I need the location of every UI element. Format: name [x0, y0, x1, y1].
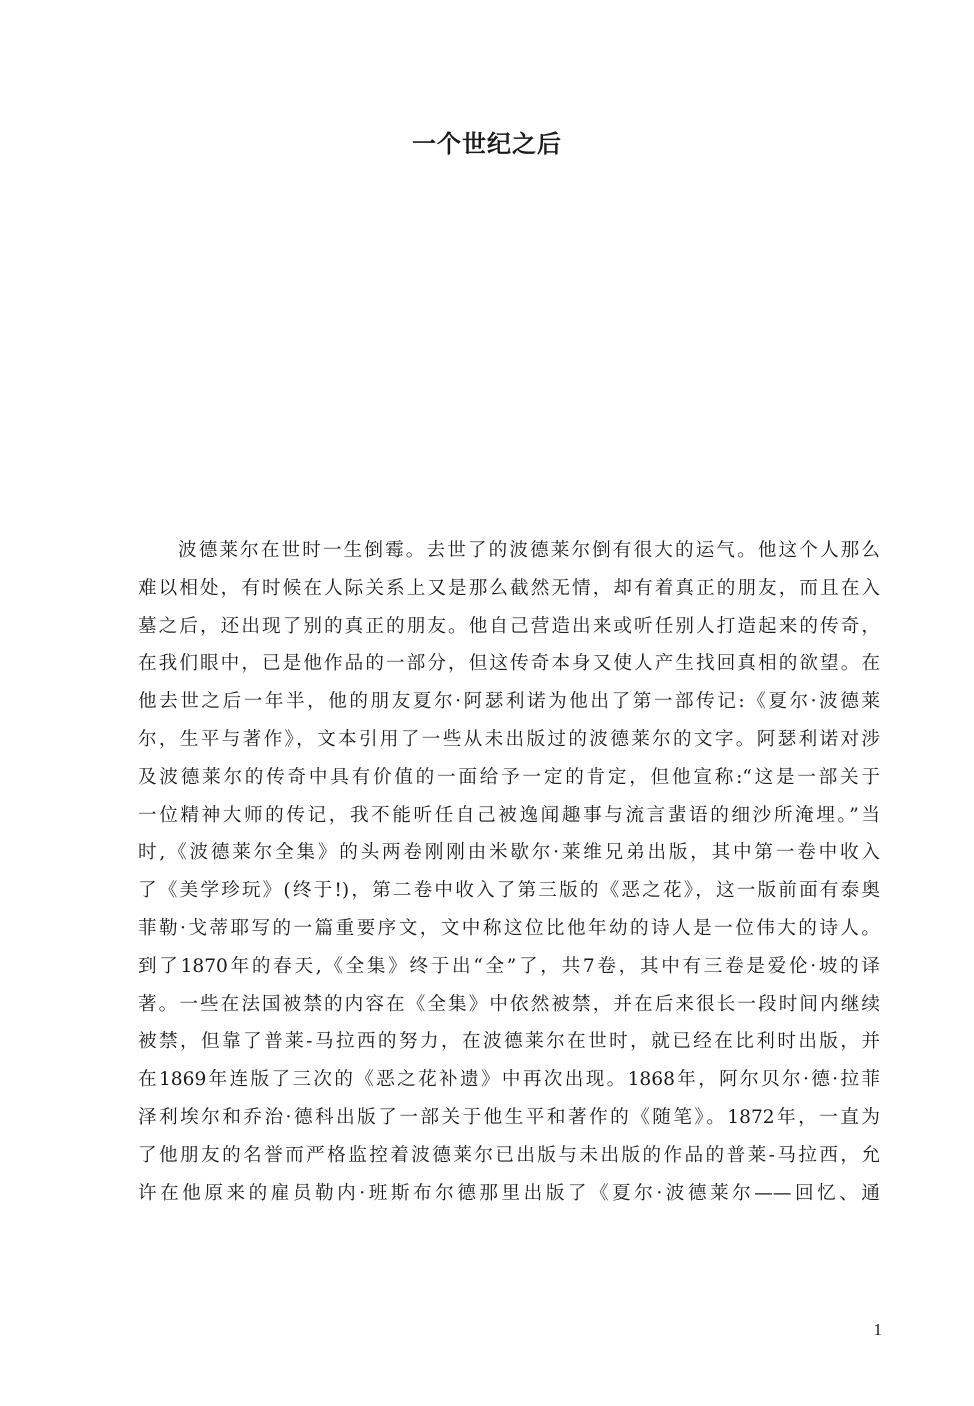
page-number: 1 [873, 1320, 882, 1339]
paragraph-line: 许在他原来的雇员勒内·班斯布尔德那里出版了《夏尔·波德莱尔——回忆、通 [138, 1182, 880, 1204]
paragraph-line: 到了1870年的春天,《全集》终于出“全”了，共7卷，其中有三卷是爱伦·坡的译 [138, 955, 880, 977]
paragraph-line: 波德莱尔在世时一生倒霉。去世了的波德莱尔倒有很大的运气。他这个人那么 [178, 540, 880, 561]
paragraph-line: 尔，生平与著作》，文本引用了一些从未出版过的波德莱尔的文字。阿瑟利诺对涉 [138, 728, 880, 750]
paragraph-line: 了他朋友的名誉而严格监控着波德莱尔已出版与未出版的作品的普莱-马拉西，允 [138, 1144, 880, 1166]
paragraph-line: 在我们眼中，已是他作品的一部分，但这传奇本身又使人产生找回真相的欲望。在 [138, 653, 880, 675]
paragraph-line: 泽利埃尔和乔治·德科出版了一部关于他生平和著作的《随笔》。1872年，一直为 [138, 1106, 880, 1128]
paragraph-line: 菲勒·戈蒂耶写的一篇重要序文，文中称这位比他年幼的诗人是一位伟大的诗人。 [138, 917, 880, 939]
paragraph-line: 墓之后，还出现了别的真正的朋友。他自己营造出来或听任别人打造起来的传奇， [138, 615, 880, 637]
paragraph-line: 及波德莱尔的传奇中具有价值的一面给予一定的肯定，但他宣称:“这是一部关于 [138, 766, 880, 788]
body-paragraph [138, 532, 880, 1212]
paragraph-line: 在1869年连版了三次的《恶之花补遗》中再次出现。1868年，阿尔贝尔·德·拉菲 [138, 1069, 880, 1091]
paragraph-line: 难以相处，有时候在人际关系上又是那么截然无情，却有着真正的朋友，而且在入 [138, 577, 880, 599]
paragraph-line: 了《美学珍玩》(终于!)，第二卷中收入了第三版的《恶之花》，这一版前面有泰奥 [138, 880, 880, 902]
chapter-title: 一个世纪之后 [412, 130, 562, 158]
paragraph-line: 被禁，但靠了普莱-马拉西的努力，在波德莱尔在世时，就已经在比利时出版，并 [138, 1031, 880, 1053]
paragraph-line: 他去世之后一年半，他的朋友夏尔·阿瑟利诺为他出了第一部传记:《夏尔·波德莱 [138, 691, 880, 713]
paragraph-line: 时,《波德莱尔全集》的头两卷刚刚由米歇尔·莱维兄弟出版，其中第一卷中收入 [138, 842, 880, 864]
paragraph-line: 一位精神大师的传记，我不能听任自己被逸闻趣事与流言蜚语的细沙所淹埋。”当 [138, 804, 880, 826]
paragraph-line: 著。一些在法国被禁的内容在《全集》中依然被禁，并在后来很长一段时间内继续 [138, 993, 880, 1015]
